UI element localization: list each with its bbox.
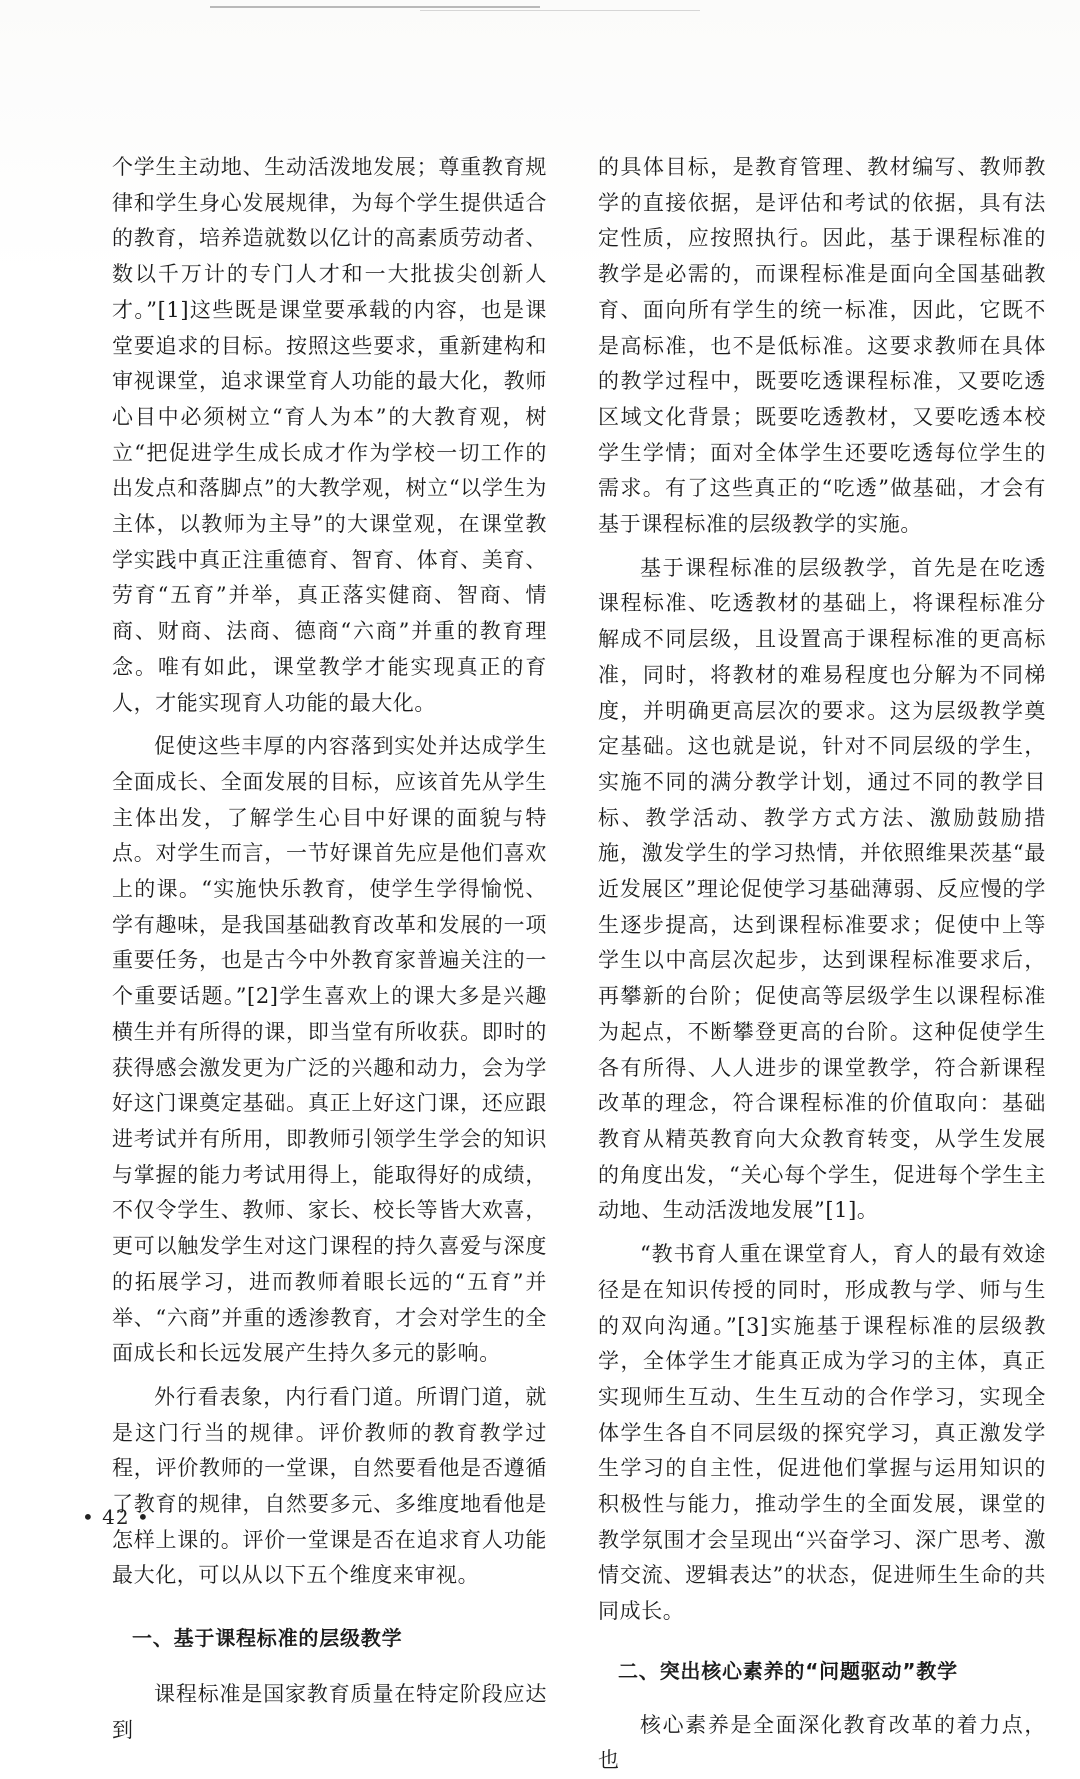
left-paragraph-4: 课程标准是国家教育质量在特定阶段应达到 (112, 1681, 547, 1742)
section-heading-1: 一、基于课程标准的层级教学 (132, 1626, 403, 1651)
top-edge-rule-thin (420, 10, 700, 11)
left-paragraph-1: 个学生主动地、生动活泼地发展；尊重教育规律和学生身心发展规律，为每个学生提供适合的教育，培养造就数以亿计的高素质劳动者、数以千万计的专门人才和一大批拔尖创新人才。”[1]这些既是课堂要承载的内容，也是课堂要追求的目标。按照这些要求，重新建构和审视课堂，追求课堂育人功能的最大化，教师心目中必须树立“育人为本”的大教育观，树立“把促进学生成长成才作为学校一切工作的出发点和落脚点”的大教学观，树立“以学生为主体，以教师为主导”的大课堂观，在课堂教学实践中真正注重德育、智育、体育、美育、劳育“五育”并举，真正落实健商、智商、情商、财商、法商、德商“六商”并重的教育理念。唯有如此，课堂教学才能实现真正的育人，才能实现育人功能的最大化。 (112, 155, 547, 715)
right-paragraph-3: “教书育人重在课堂育人，育人的最有效途径是在知识传授的同时，形成教与学、师与生的双向沟通。”[3]实施基于课程标准的层级教学，全体学生才能真正成为学习的主体，真正实现师生互动、生生互动的合作学习，实现全体学生各自不同层级的探究学习，真正激发学生学习的自主性，促进他们掌握与运用知识的积极性与能力，推动学生的全面发展，课堂的教学氛围才会呈现出“兴奋学习、深广思考、激情交流、逻辑表达”的状态，促进师生生命的共同成长。 (598, 1242, 1046, 1624)
right-paragraph-2: 基于课程标准的层级教学，首先是在吃透课程标准、吃透教材的基础上，将课程标准分解成不同层级，且设置高于课程标准的更高标准，同时，将教材的难易程度也分解为不同梯度，并明确更高层次的要求。这为层级教学奠定基础。这也就是说，针对不同层级的学生，实施不同的满分教学计划，通过不同的教学目标、教学活动、教学方式方法、激励鼓励措施，激发学生的学习热情，并依照维果茨基“最近发展区”理论促使学习基础薄弱、反应慢的学生逐步提高，达到课程标准要求；促使中上等学生以中高层次起步，达到课程标准要求后，再攀新的台阶；促使高等层级学生以课程标准为起点，不断攀登更高的台阶。这种促使学生各有所得、人人进步的课堂教学，符合新课程改革的理念，符合课程标准的价值取向：基础教育从精英教育向大众教育转变，从学生发展的角度出发，“关心每个学生，促进每个学生主动地、生动活泼地发展”[1]。 (598, 555, 1046, 1223)
section-heading-2: 二、突出核心素养的“问题驱动”教学 (618, 1658, 958, 1683)
page-number: • 42 • (82, 1505, 150, 1529)
right-column (598, 150, 1046, 1779)
left-paragraph-2: 促使这些丰厚的内容落到实处并达成学生全面成长、全面发展的目标，应该首先从学生主体出发，了解学生心目中好课的面貌与特点。对学生而言，一节好课首先应是他们喜欢上的课。“实施快乐教育，使学生学得愉悦、学有趣味，是我国基础教育改革和发展的一项重要任务，也是古今中外教育家普遍关注的一个重要话题。”[2]学生喜欢上的课大多是兴趣横生并有所得的课，即当堂有所收获。即时的获得感会激发更为广泛的兴趣和动力，会为学好这门课奠定基础。真正上好这门课，还应跟进考试并有所用，即教师引领学生学会的知识与掌握的能力考试用得上，能取得好的成绩，不仅令学生、教师、家长、校长等皆大欢喜，更可以触发学生对这门课程的持久喜爱与深度的拓展学习，进而教师着眼长远的“五育”并举、“六商”并重的透渗教育，才会对学生的全面成长和长远发展产生持久多元的影响。 (112, 734, 547, 1366)
right-paragraph-1: 的具体目标，是教育管理、教材编写、教师教学的直接依据，是评估和考试的依据，具有法定性质，应按照执行。因此，基于课程标准的教学是必需的，而课程标准是面向全国基础教育、面向所有学生的统一标准，因此，它既不是高标准，也不是低标准。这要求教师在具体的教学过程中，既要吃透课程标准，又要吃透区域文化背景；既要吃透教材，又要吃透本校学生学情；面对全体学生还要吃透每位学生的需求。有了这些真正的“吃透”做基础，才会有基于课程标准的层级教学的实施。 (598, 155, 1046, 537)
right-paragraph-4: 核心素养是全面深化教育改革的着力点，也 (598, 1712, 1046, 1773)
top-edge-rule (210, 6, 540, 8)
left-column (112, 150, 547, 1748)
left-paragraph-3: 外行看表象，内行看门道。所谓门道，就是这门行当的规律。评价教师的教育教学过程，评价教师的一堂课，自然要看他是否遵循了教育的规律，自然要多元、多维度地看他是怎样上课的。评价一堂课是否在追求育人功能最大化，可以从以下五个维度来审视。 (112, 1384, 547, 1588)
